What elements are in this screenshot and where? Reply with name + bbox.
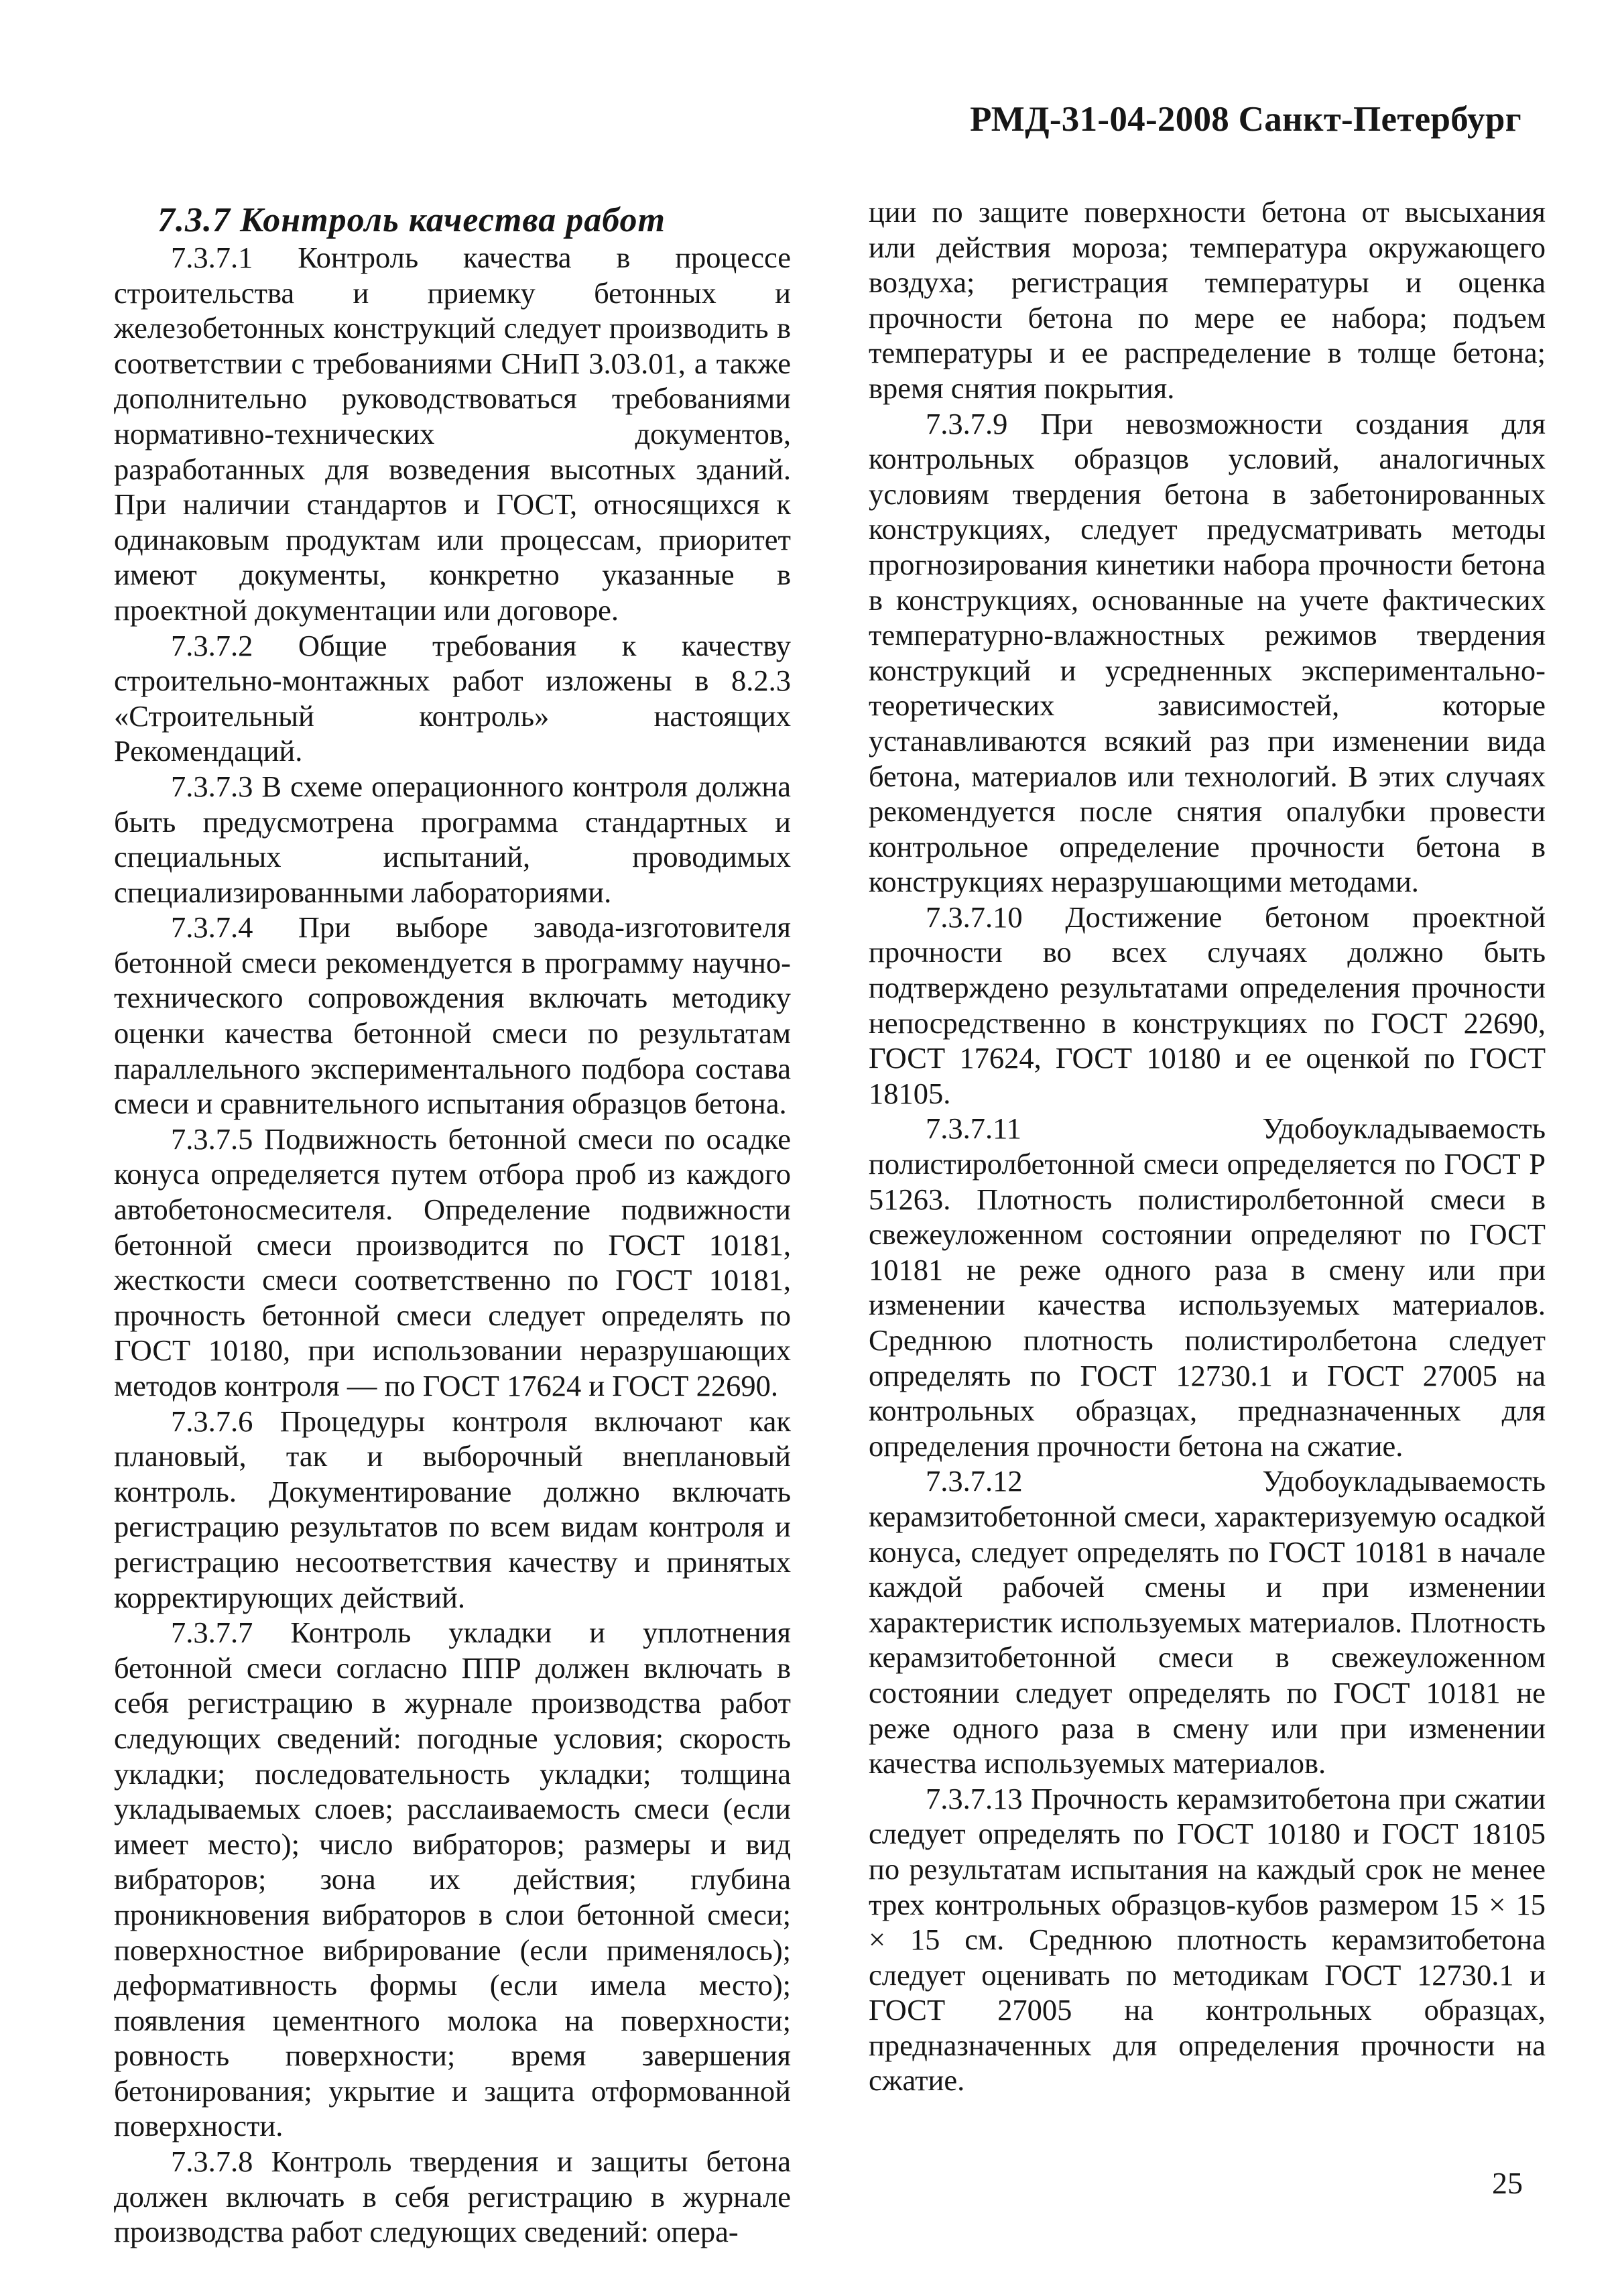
page-number: 25 [1492,2166,1523,2200]
paragraph-7-3-7-3: 7.3.7.3 В схеме операционного контроля должна быть предусмотрена программа стандартных и специальных испытаний, проводимых специализированными лабораториями. [114,769,791,909]
section-title: 7.3.7 Контроль качества работ [158,201,666,239]
paragraph-7-3-7-11: 7.3.7.11 Удобоукладываемость полистиролбетонной смеси определяется по ГОСТ Р 51263. Плотность полистиролбетонной смеси в свежеуложенном состоянии определяют по ГОСТ 10181 не реже одного раза в смену или при изменении качества используемых материалов. Среднюю плотность полистиролбетона следует определять по ГОСТ 12730.1 и ГОСТ 27005 на контрольных образцах, предназначенных для определения прочности бетона на сжатие. [869,1111,1546,1463]
paragraph-7-3-7-7: 7.3.7.7 Контроль укладки и уплотнения бетонной смеси согласно ППР должен включать в себя регистрацию в журнале производства работ следующих сведений: погодные условия; скорость укладки; последовательность укладки; толщина укладываемых слоев; расслаиваемость смеси (если имеет место); число вибраторов; размеры и вид вибраторов; зона их действия; глубина проникновения вибраторов в слои бетонной смеси; поверхностное вибрирование (если применялось); деформативность формы (если имела место); появления цементного молока на поверхности; ровность поверхности; время завершения бетонирования; укрытие и защита отформованной поверхности. [114,1616,791,2143]
paragraph-7-3-7-8-continued: ции по защите поверхности бетона от высыхания или действия мороза; температура окружающего воздуха; регистрация температуры и оценка прочности бетона по мере ее набора; подъем температуры и ее распределение в толще бетона; время снятия покрытия. [869,195,1546,405]
paragraph-7-3-7-5: 7.3.7.5 Подвижность бетонной смеси по осадке конуса определяется путем отбора проб из каждого автобетоносмесителя. Определение подвижности бетонной смеси производится по ГОСТ 10181, жесткости смеси соответственно по ГОСТ 10181, прочность бетонной смеси следует определять по ГОСТ 10180, при использовании неразрушающих методов контроля — по ГОСТ 17624 и ГОСТ 22690. [114,1122,791,1402]
paragraph-7-3-7-6: 7.3.7.6 Процедуры контроля включают как плановый, так и выборочный внеплановый контроль. Документирование должно включать регистрацию результатов по всем видам контроля и регистрацию несоответствия качеству и принятых корректирующих действий. [114,1404,791,1614]
document-header: РМД-31-04-2008 Санкт-Петербург [970,100,1521,139]
paragraph-7-3-7-2: 7.3.7.2 Общие требования к качеству строительно-монтажных работ изложены в 8.2.3 «Строительный контроль» настоящих Рекомендаций. [114,628,791,768]
paragraph-7-3-7-9: 7.3.7.9 При невозможности создания для контрольных образцов условий, аналогичных условиям твердения бетона в забетонированных конструкциях, следует предусматривать методы прогнозирования кинетики набора прочности бетона в конструкциях, основанные на учете фактических температурно-влажностных режимов твердения конструкций и усредненных экспериментально-теоретических зависимостей, которые устанавливаются всякий раз при изменении вида бетона, материалов или технологий. В этих случаях рекомендуется после снятия опалубки провести контрольное определение прочности бетона в конструкциях неразрушающими методами. [869,406,1546,899]
paragraph-7-3-7-4: 7.3.7.4 При выборе завода-изготовителя бетонной смеси рекомендуется в программу научно-технического сопровождения включать методику оценки качества бетонной смеси по результатам параллельного экспериментального подбора состава смеси и сравнительного испытания образцов бетона. [114,910,791,1121]
paragraph-7-3-7-13: 7.3.7.13 Прочность керамзитобетона при сжатии следует определять по ГОСТ 10180 и ГОСТ 18105 по результатам испытания на каждый срок не менее трех контрольных образцов-кубов размером 15 × 15 × 15 см. Среднюю плотность керамзитобетона следует оценивать по методикам ГОСТ 12730.1 и ГОСТ 27005 на контрольных образцах, предназначенных для определения прочности на сжатие. [869,1781,1546,2098]
paragraph-7-3-7-12: 7.3.7.12 Удобоукладываемость керамзитобетонной смеси, характеризуемую осадкой конуса, следует определять по ГОСТ 10181 в начале каждой рабочей смены и при изменении характеристик используемых материалов. Плотность керамзитобетонной смеси в свежеуложенном состоянии следует определять по ГОСТ 10181 не реже одного раза в смену или при изменении качества используемых материалов. [869,1464,1546,1780]
right-column [869,194,1546,2098]
left-column [114,201,791,2250]
paragraph-7-3-7-1: 7.3.7.1 Контроль качества в процессе строительства и приемку бетонных и железобетонных конструкций следует производить в соответствии с требованиями СНиП 3.03.01, а также дополнительно руководствоваться требованиями нормативно-технических документов, разработанных для возведения высотных зданий. При наличии стандартов и ГОСТ, относящихся к одинаковым продуктам или процессам, приоритет имеют документы, конкретно указанные в проектной документации или договоре. [114,241,791,627]
paragraph-7-3-7-10: 7.3.7.10 Достижение бетоном проектной прочности во всех случаях должно быть подтверждено результатами определения прочности непосредственно в конструкциях по ГОСТ 22690, ГОСТ 17624, ГОСТ 10180 и ее оценкой по ГОСТ 18105. [869,900,1546,1110]
paragraph-7-3-7-8: 7.3.7.8 Контроль твердения и защиты бетона должен включать в себя регистрацию в журнале производства работ следующих сведений: опера- [114,2144,791,2249]
